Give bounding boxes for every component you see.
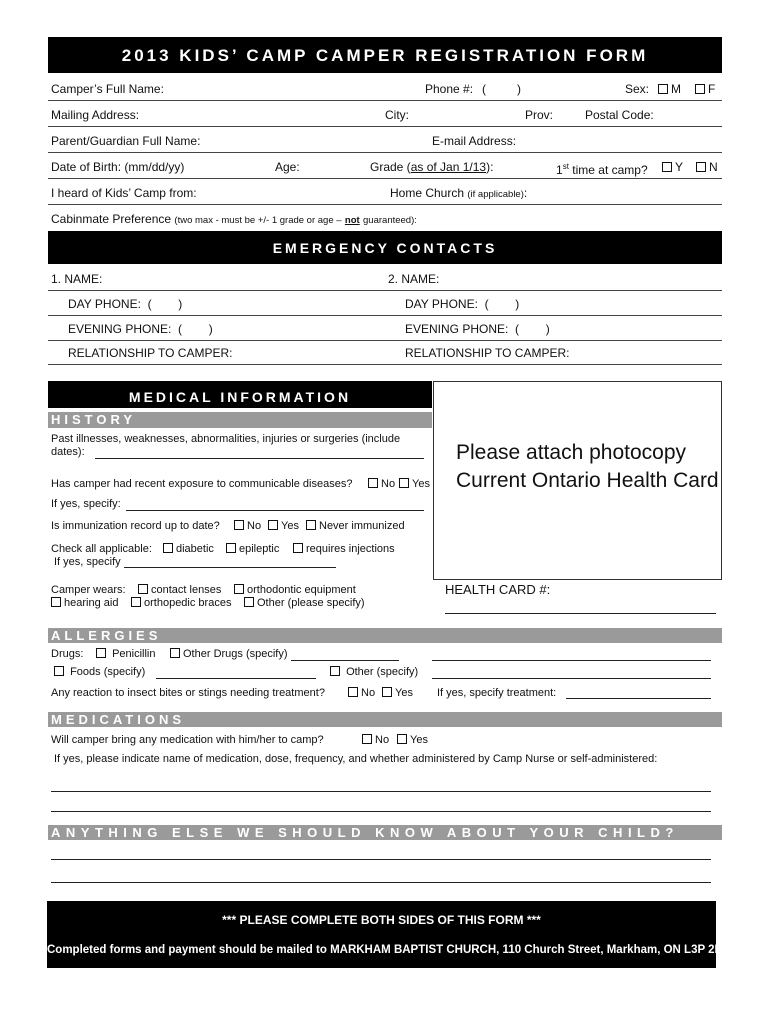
checkbox-icon[interactable]: [362, 734, 372, 744]
checkbox-icon[interactable]: [293, 543, 303, 553]
checkbox-icon[interactable]: [397, 734, 407, 744]
checkbox-icon[interactable]: [368, 478, 378, 488]
exposure-specify-label: If yes, specify:: [51, 498, 121, 510]
divider: [48, 100, 722, 101]
contact1-name-label: 1. NAME:: [51, 272, 103, 286]
first-time-yes-option[interactable]: Y: [662, 160, 683, 174]
contact2-relationship: RELATIONSHIP TO CAMPER:: [405, 346, 570, 360]
contact1-day-phone: DAY PHONE: ( ): [68, 297, 183, 311]
allergies-header: ALLERGIES: [48, 628, 722, 643]
divider: [48, 364, 722, 365]
hearing-aid-option[interactable]: hearing aid: [51, 597, 118, 610]
parent-label: Parent/Guardian Full Name:: [51, 134, 201, 148]
sex-m-option[interactable]: M: [658, 82, 681, 96]
photo-instruction-line2: Current Ontario Health Card: [456, 469, 719, 492]
penicillin-option[interactable]: Penicillin: [96, 648, 155, 661]
contact2-evening-phone: EVENING PHONE: ( ): [405, 322, 550, 336]
contact1-relationship: RELATIONSHIP TO CAMPER:: [68, 346, 233, 360]
other-drugs-line[interactable]: [291, 660, 399, 661]
medication-line-2[interactable]: [51, 811, 711, 812]
medication-no-option[interactable]: No: [362, 734, 389, 747]
form-title: [48, 37, 722, 73]
checkbox-icon[interactable]: [696, 162, 706, 172]
contact-lenses-option[interactable]: contact lenses: [138, 584, 221, 597]
past-illness-line[interactable]: [95, 458, 424, 459]
other-allergy-line[interactable]: [432, 678, 711, 679]
divider: [48, 204, 722, 205]
medical-header: MEDICAL INFORMATION: [48, 381, 432, 408]
checkbox-icon[interactable]: [382, 687, 392, 697]
phone-paren-open: (: [482, 82, 486, 96]
first-time-label: 1st time at camp?: [556, 162, 648, 177]
first-time-no-option[interactable]: N: [696, 160, 718, 174]
divider: [48, 126, 722, 127]
foods-line[interactable]: [156, 678, 316, 679]
immunization-yes-option[interactable]: Yes: [268, 520, 299, 533]
exposure-yes-option[interactable]: Yes: [399, 478, 430, 491]
past-illness-label: Past illnesses, weaknesses, abnormalities, injuries or surgeries (include: [51, 433, 401, 445]
past-illness-label-2: dates):: [51, 446, 85, 458]
checkbox-icon[interactable]: [163, 543, 173, 553]
email-label: E-mail Address:: [432, 134, 517, 148]
exposure-question: Has camper had recent exposure to communicable diseases?: [51, 478, 353, 490]
medication-yes-option[interactable]: Yes: [397, 734, 428, 747]
checkbox-icon[interactable]: [268, 520, 278, 530]
checkbox-icon[interactable]: [330, 666, 340, 676]
checkbox-icon[interactable]: [96, 648, 106, 658]
insect-no-option[interactable]: No: [348, 687, 375, 700]
medication-instructions: If yes, please indicate name of medication, dose, frequency, and whether administered by Camp Nurse or self-administered:: [54, 753, 658, 765]
checkbox-icon[interactable]: [658, 84, 668, 94]
exposure-no-option[interactable]: No: [368, 478, 395, 491]
footer-banner: [47, 901, 731, 968]
age-label: Age:: [275, 160, 300, 174]
history-header: HISTORY: [48, 412, 432, 428]
footer-line2: Completed forms and payment should be mailed to MARKHAM BAPTIST CHURCH, 110 Church Street, Markham, ON L3P 2M4: [47, 944, 731, 956]
health-card-label: HEALTH CARD #:: [445, 582, 551, 597]
dob-label: Date of Birth: (mm/dd/yy): [51, 160, 185, 174]
divider: [48, 340, 722, 341]
foods-option[interactable]: Foods (specify): [54, 666, 145, 679]
photo-instruction-line1: Please attach photocopy: [456, 441, 686, 464]
checkbox-icon[interactable]: [234, 584, 244, 594]
insect-question: Any reaction to insect bites or stings needing treatment?: [51, 687, 325, 699]
checkbox-icon[interactable]: [54, 666, 64, 676]
camper-wears-label: Camper wears:: [51, 584, 126, 596]
anything-else-line-1[interactable]: [51, 859, 711, 860]
checkbox-icon[interactable]: [695, 84, 705, 94]
checkbox-icon[interactable]: [244, 597, 254, 607]
camper-name-label: Camper’s Full Name:: [51, 82, 164, 96]
never-immunized-option[interactable]: Never immunized: [306, 520, 405, 533]
treatment-line[interactable]: [566, 698, 711, 699]
insect-yes-option[interactable]: Yes: [382, 687, 413, 700]
contact2-name-label: 2. NAME:: [388, 272, 440, 286]
epileptic-option[interactable]: epileptic: [226, 543, 279, 556]
grade-label: Grade (as of Jan 1/13):: [370, 160, 494, 174]
checkbox-icon[interactable]: [226, 543, 236, 553]
treatment-label: If yes, specify treatment:: [437, 687, 557, 699]
divider: [48, 178, 722, 179]
injections-option[interactable]: requires injections: [293, 543, 395, 556]
other-drugs-line-2[interactable]: [432, 660, 711, 661]
divider: [48, 152, 722, 153]
prov-label: Prov:: [525, 108, 554, 122]
mailing-label: Mailing Address:: [51, 108, 140, 122]
divider: [48, 290, 722, 291]
footer-line1: *** PLEASE COMPLETE BOTH SIDES OF THIS FORM ***: [222, 913, 541, 927]
anything-else-line-2[interactable]: [51, 882, 711, 883]
other-drugs-option[interactable]: Other Drugs (specify): [170, 648, 288, 661]
health-card-line[interactable]: [445, 613, 716, 614]
medication-line-1[interactable]: [51, 791, 711, 792]
phone-label: Phone #:: [425, 82, 474, 96]
orthopedic-braces-option[interactable]: orthopedic braces: [131, 597, 231, 610]
contact2-day-phone: DAY PHONE: ( ): [405, 297, 520, 311]
medications-header: MEDICATIONS: [48, 712, 722, 727]
form-title-text: 2013 KIDS’ CAMP CAMPER REGISTRATION FORM: [121, 46, 649, 65]
checkbox-icon[interactable]: [170, 648, 180, 658]
condition-specify-line[interactable]: [124, 567, 336, 568]
heard-label: I heard of Kids’ Camp from:: [51, 186, 197, 200]
checkbox-icon[interactable]: [51, 597, 61, 607]
cabinmate-label: Cabinmate Preference (two max - must be +/- 1 grade or age – not guaranteed):: [51, 212, 417, 226]
church-label: Home Church (if applicable):: [390, 186, 528, 200]
city-label: City:: [385, 108, 409, 122]
phone-paren-close: ): [517, 82, 521, 96]
drugs-label: Drugs:: [51, 648, 84, 660]
divider: [48, 315, 722, 316]
checkbox-icon[interactable]: [348, 687, 358, 697]
emergency-header: EMERGENCY CONTACTS: [48, 231, 722, 264]
checkbox-icon[interactable]: [306, 520, 316, 530]
exposure-specify-line[interactable]: [126, 510, 424, 511]
other-allergy-option[interactable]: Other (specify): [330, 666, 418, 679]
check-applicable-label: Check all applicable:: [51, 543, 152, 555]
condition-specify-label: If yes, specify: [54, 556, 121, 568]
other-wears-option[interactable]: Other (please specify): [244, 597, 365, 610]
diabetic-option[interactable]: diabetic: [163, 543, 214, 556]
checkbox-icon[interactable]: [138, 584, 148, 594]
checkbox-icon[interactable]: [662, 162, 672, 172]
orthodontic-option[interactable]: orthodontic equipment: [234, 584, 356, 597]
immunization-no-option[interactable]: No: [234, 520, 261, 533]
checkbox-icon[interactable]: [234, 520, 244, 530]
sex-f-option[interactable]: F: [695, 82, 715, 96]
checkbox-icon[interactable]: [399, 478, 409, 488]
checkbox-icon[interactable]: [131, 597, 141, 607]
health-card-photo-box: [433, 381, 722, 580]
sex-label: Sex:: [625, 82, 650, 96]
anything-else-header: ANYTHING ELSE WE SHOULD KNOW ABOUT YOUR CHILD?: [48, 825, 722, 840]
immunization-question: Is immunization record up to date?: [51, 520, 220, 532]
postal-label: Postal Code:: [585, 108, 654, 122]
contact1-evening-phone: EVENING PHONE: ( ): [68, 322, 213, 336]
medication-question: Will camper bring any medication with him/her to camp?: [51, 734, 324, 746]
